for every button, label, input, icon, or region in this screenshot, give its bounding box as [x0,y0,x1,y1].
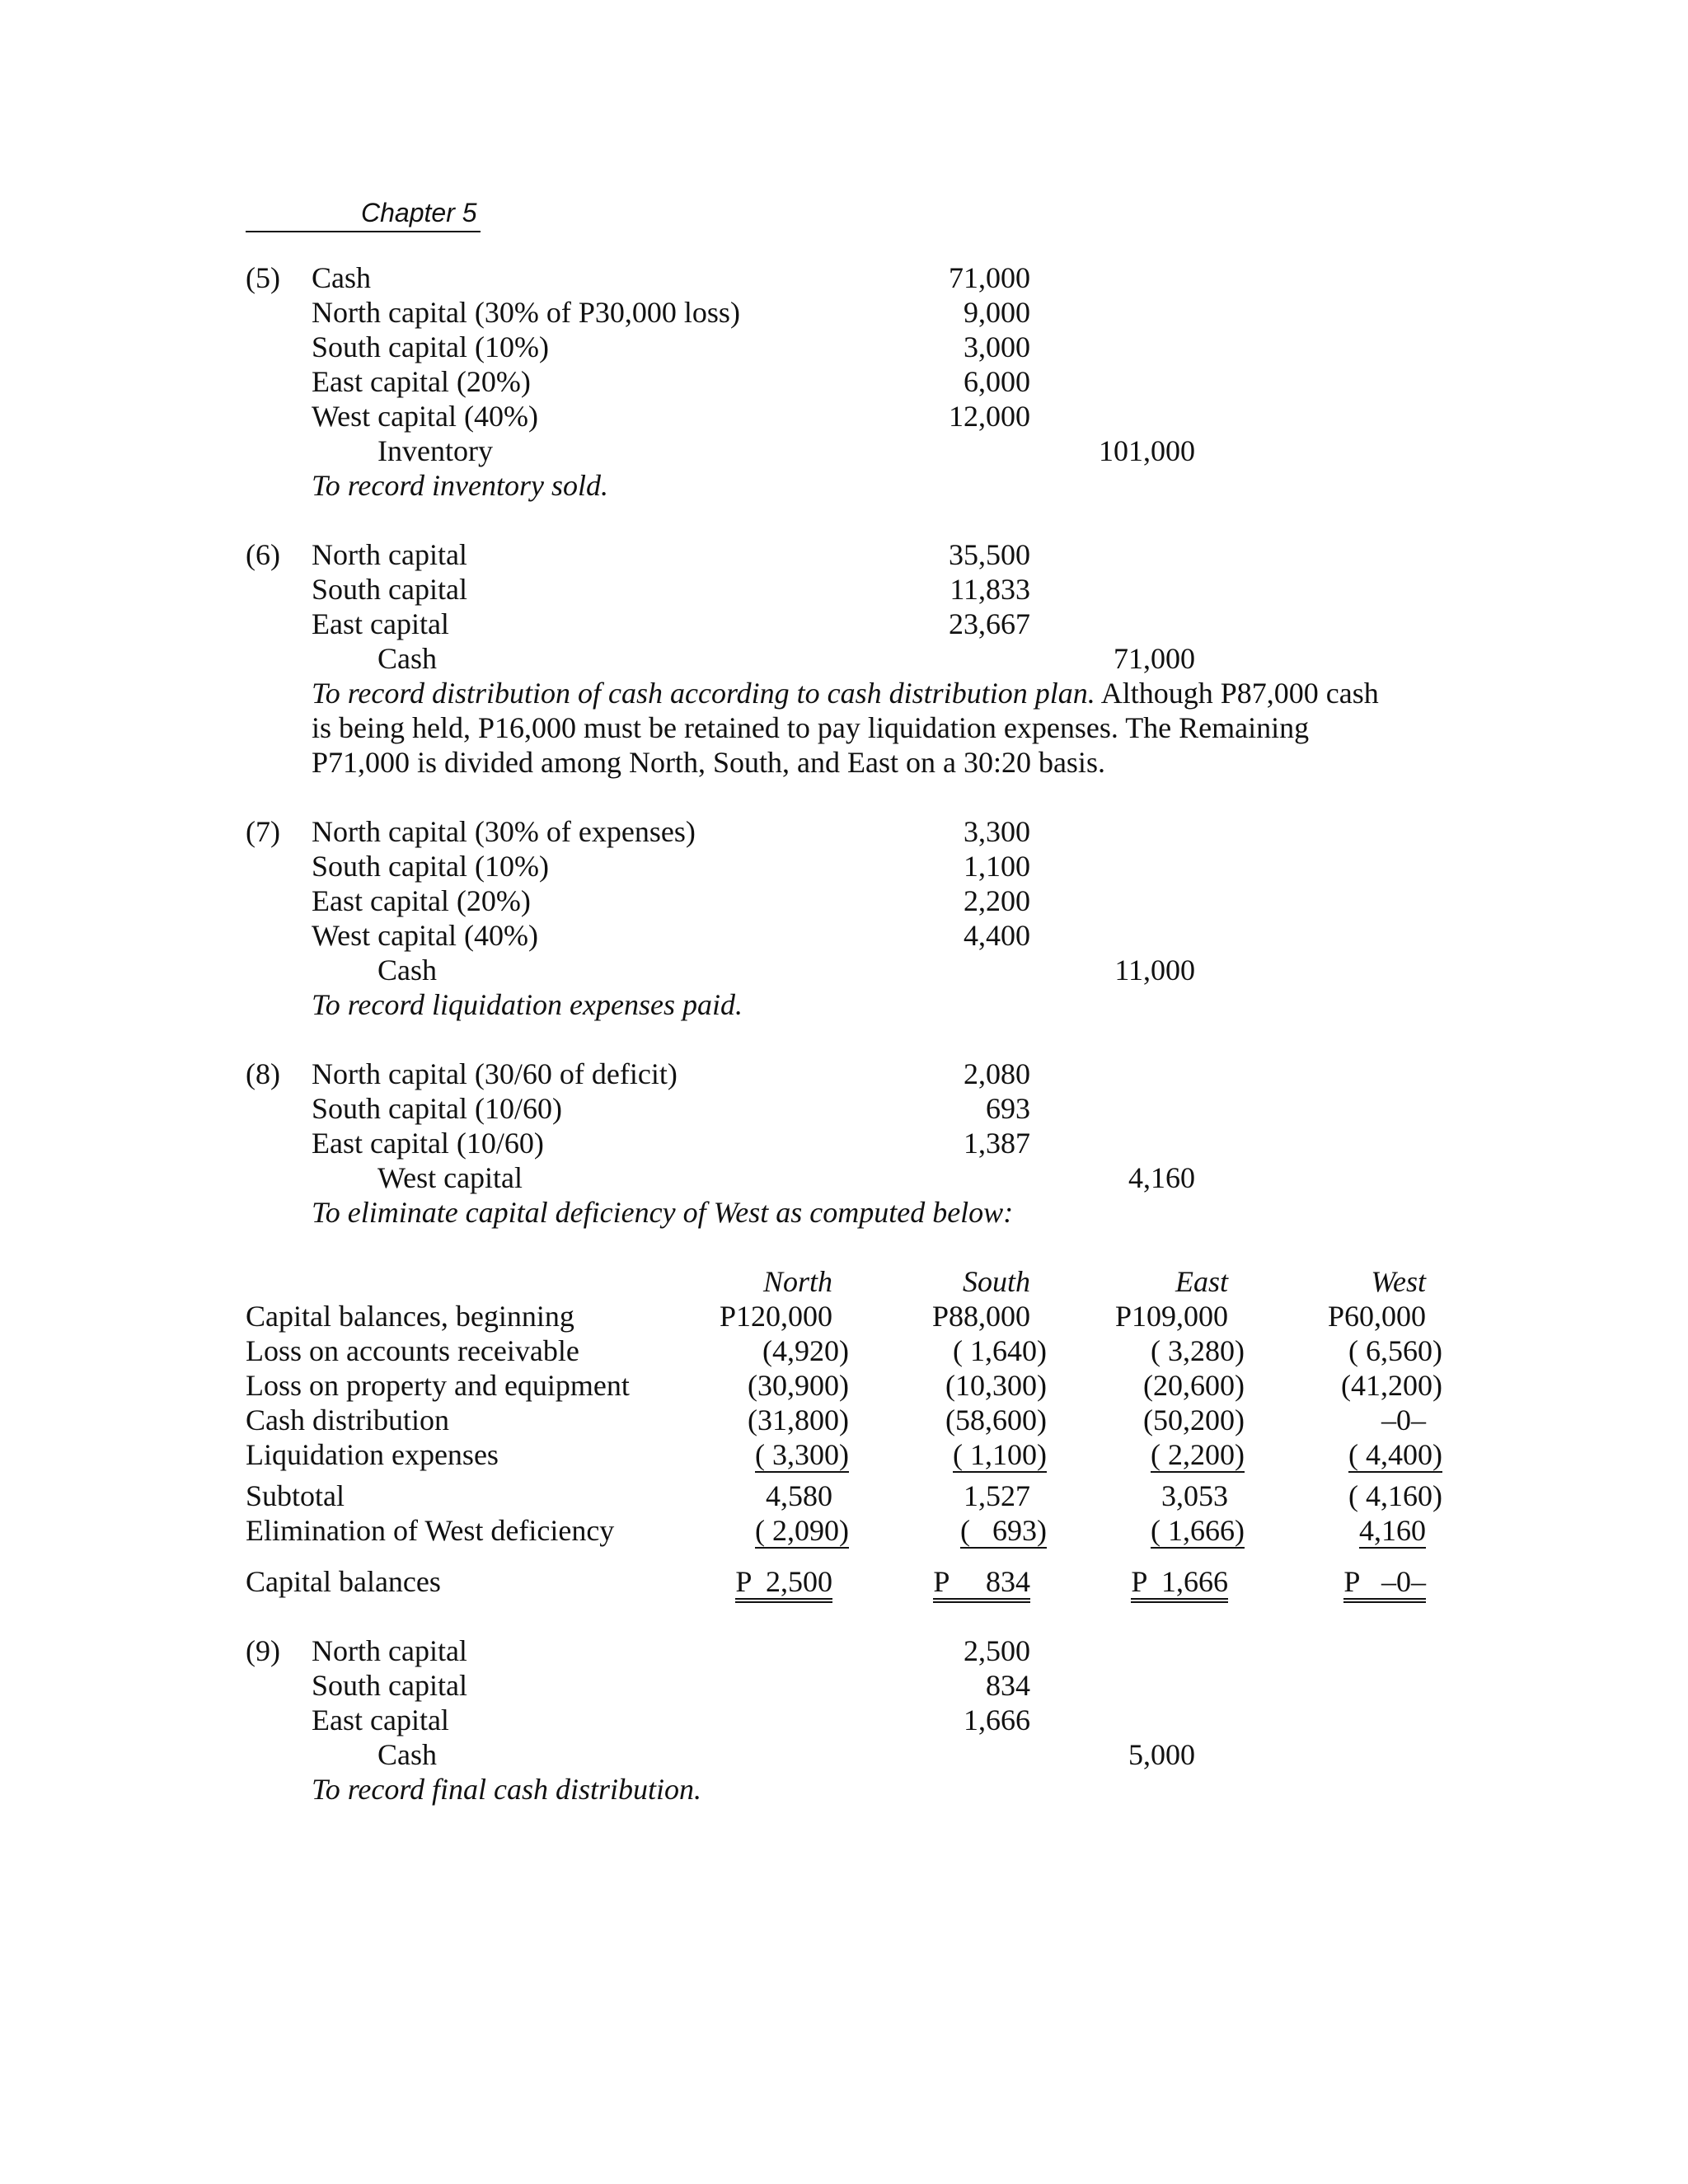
chapter-header [246,196,481,232]
schedule-cell [865,1513,1047,1548]
account-name: North capital (30% of P30,000 loss) [312,296,740,329]
debit-amount: 71,000 [949,261,1030,294]
explanation-text: is being held, P16,000 must be retained to pay liquidation expenses. The Remaining [312,711,1310,744]
schedule-row-label: Elimination of West deficiency [246,1514,615,1547]
column-header-north: North [762,1265,832,1298]
entry-explanation [312,676,1379,710]
column-header-east: East [1175,1265,1228,1298]
schedule-row-label: Cash distribution [246,1404,450,1436]
debit-amount: 35,500 [949,538,1030,571]
schedule-cell [865,1437,1047,1472]
schedule-cell-value: P –0– [1343,1565,1426,1603]
account-name: Inventory [377,434,493,467]
debit-amount: 11,833 [950,573,1030,606]
schedule-cell [1063,1564,1228,1599]
schedule-cell-value: ( 3,300) [755,1438,849,1471]
schedule-cell [668,1437,849,1472]
schedule-cell-value: ( 2,090) [755,1514,849,1547]
schedule-row-label: Liquidation expenses [246,1438,499,1471]
debit-amount: 693 [986,1092,1030,1125]
account-name: East capital [312,1704,449,1736]
schedule-cell-value: 4,160 [1359,1514,1426,1547]
entry-number: (7) [246,815,280,848]
schedule-cell [1261,1513,1426,1548]
schedule-row-label: Capital balances [246,1565,441,1598]
schedule-row-label: Loss on property and equipment [246,1369,630,1402]
account-name: West capital [377,1161,523,1194]
entry-number: (5) [246,261,280,294]
debit-amount: 2,200 [964,884,1030,917]
entry-explanation: To eliminate capital deficiency of West as computed below: [312,1196,1014,1229]
account-name: East capital (20%) [312,365,531,398]
account-name: South capital [312,573,467,606]
schedule-cell-value: ( 2,200) [1151,1438,1245,1471]
account-name: South capital (10/60) [312,1092,562,1125]
schedule-cell: (41,200) [1341,1369,1442,1402]
account-name: South capital (10%) [312,850,549,883]
credit-amount: 71,000 [1114,642,1195,675]
schedule-cell: 3,053 [1161,1479,1228,1512]
account-name: South capital [312,1669,467,1702]
entry-number: (8) [246,1057,280,1090]
schedule-cell: P120,000 [719,1300,832,1333]
schedule-cell [668,1564,832,1599]
schedule-cell: P60,000 [1327,1300,1426,1333]
schedule-row-label: Loss on accounts receivable [246,1334,579,1367]
account-name: Cash [377,642,437,675]
entry-explanation: To record liquidation expenses paid. [312,988,743,1021]
entry-explanation: To record inventory sold. [312,469,608,502]
schedule-cell: (20,600) [1143,1369,1245,1402]
entry-number: (6) [246,538,280,571]
credit-amount: 101,000 [1099,434,1195,467]
account-name: West capital (40%) [312,919,538,952]
debit-amount: 1,666 [964,1704,1030,1736]
chapter-title: Chapter 5 [361,198,477,227]
account-name: Cash [377,954,437,987]
schedule-cell [1063,1437,1245,1472]
schedule-cell: (30,900) [748,1369,849,1402]
schedule-cell [865,1564,1030,1599]
schedule-cell: (10,300) [945,1369,1047,1402]
debit-amount: 4,400 [964,919,1030,952]
entry-number: (9) [246,1634,280,1667]
account-name: North capital (30/60 of deficit) [312,1057,678,1090]
entry-explanation: To record final cash distribution. [312,1773,702,1806]
schedule-cell-value: ( 4,400) [1348,1438,1442,1471]
schedule-cell: 1,527 [964,1479,1030,1512]
schedule-cell [1261,1564,1426,1599]
schedule-cell: P88,000 [931,1300,1030,1333]
account-name: South capital (10%) [312,330,549,363]
schedule-cell-value: ( 1,666) [1151,1514,1245,1547]
account-name: West capital (40%) [312,400,538,433]
debit-amount: 3,300 [964,815,1030,848]
schedule-cell [1063,1513,1245,1548]
schedule-cell-value: P 834 [933,1565,1030,1603]
schedule-cell: (31,800) [748,1404,849,1436]
account-name: Cash [312,261,371,294]
schedule-cell: (4,920) [762,1334,849,1367]
credit-amount: 11,000 [1114,954,1195,987]
debit-amount: 2,500 [964,1634,1030,1667]
account-name: North capital [312,538,467,571]
schedule-cell: –0– [1381,1404,1426,1436]
account-name: Cash [377,1738,437,1771]
account-name: North capital (30% of expenses) [312,815,696,848]
account-name: East capital (10/60) [312,1127,544,1160]
schedule-cell: ( 4,160) [1348,1479,1442,1512]
account-name: East capital (20%) [312,884,531,917]
explanation-italic: To record distribution of cash according to cash distribution plan. [312,677,1095,710]
debit-amount: 12,000 [949,400,1030,433]
schedule-cell-value: ( 693) [960,1514,1047,1547]
schedule-cell-value: ( 1,100) [953,1438,1047,1471]
credit-amount: 5,000 [1128,1738,1195,1771]
schedule-cell: ( 3,280) [1151,1334,1245,1367]
debit-amount: 834 [986,1669,1030,1702]
debit-amount: 1,387 [964,1127,1030,1160]
schedule-cell [1261,1437,1442,1472]
debit-amount: 9,000 [964,296,1030,329]
schedule-cell: ( 1,640) [953,1334,1047,1367]
schedule-cell [668,1513,849,1548]
credit-amount: 4,160 [1128,1161,1195,1194]
schedule-cell: P109,000 [1114,1300,1228,1333]
schedule-cell: ( 6,560) [1348,1334,1442,1367]
column-header-west: West [1371,1265,1426,1298]
account-name: East capital [312,607,449,640]
schedule-cell-value: P 1,666 [1131,1565,1228,1603]
debit-amount: 6,000 [964,365,1030,398]
debit-amount: 1,100 [964,850,1030,883]
column-header-south: South [962,1265,1030,1298]
explanation-text: Although P87,000 cash [1095,677,1379,710]
debit-amount: 2,080 [964,1057,1030,1090]
debit-amount: 3,000 [964,330,1030,363]
schedule-cell: (50,200) [1143,1404,1245,1436]
schedule-cell: 4,580 [766,1479,832,1512]
schedule-cell-value: P 2,500 [735,1565,832,1603]
debit-amount: 23,667 [949,607,1030,640]
schedule-cell: (58,600) [945,1404,1047,1436]
schedule-row-label: Capital balances, beginning [246,1300,574,1333]
schedule-row-label: Subtotal [246,1479,345,1512]
explanation-text: P71,000 is divided among North, South, and East on a 30:20 basis. [312,746,1105,779]
account-name: North capital [312,1634,467,1667]
